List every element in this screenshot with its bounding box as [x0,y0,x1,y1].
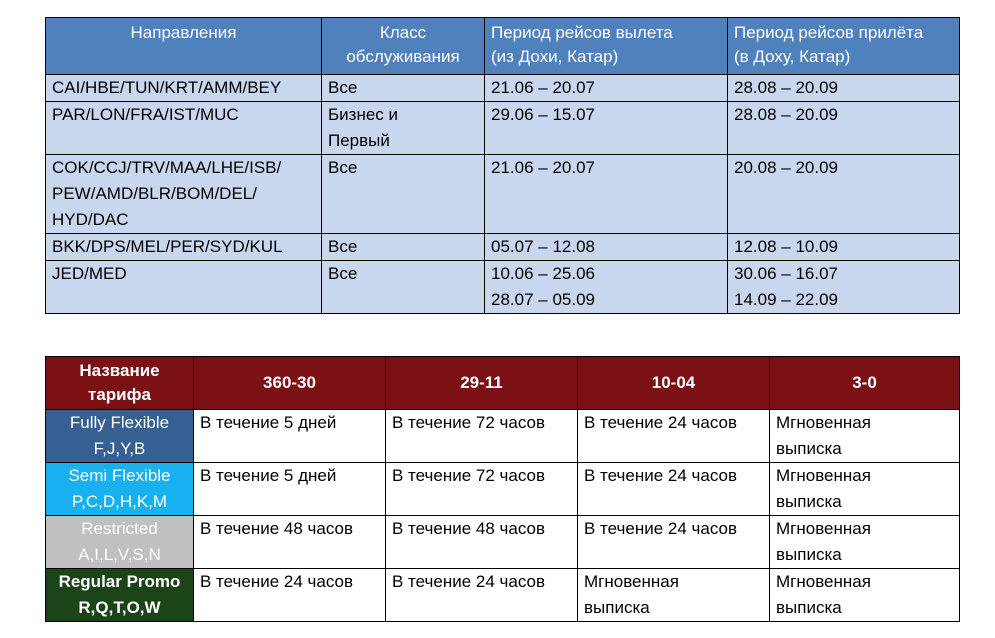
table-row [46,234,960,261]
header-directions: Направления [46,18,322,75]
departure-cell: 21.06 – 20.07 [485,75,728,102]
routes-cell: CAI/HBE/TUN/KRT/AMM/BEY [46,75,322,102]
header-departure-period: Период рейсов вылета (из Дохи, Катар) [485,18,728,75]
table-row [46,463,960,516]
table-header-row [46,18,960,75]
table-row [46,261,960,314]
class-cell: Все [322,261,485,314]
ticketing-cell: В течение 24 часов [578,516,770,569]
ticketing-cell: Мгновенная выписка [770,569,960,622]
routes-cell: BKK/DPS/MEL/PER/SYD/KUL [46,234,322,261]
ticketing-cell: В течение 72 часов [386,463,578,516]
ticketing-cell: Мгновенная выписка [770,410,960,463]
fare-name-cell: Restricted A,I,L,V,S,N [46,516,194,569]
routes-cell: JED/MED [46,261,322,314]
departure-cell: 05.07 – 12.08 [485,234,728,261]
header-service-class: Класс обслуживания [322,18,485,75]
arrival-cell: 30.06 – 16.07 14.09 – 22.09 [728,261,960,314]
ticketing-cell: Мгновенная выписка [578,569,770,622]
table-row [46,102,960,155]
arrival-cell: 28.08 – 20.09 [728,75,960,102]
class-cell: Все [322,75,485,102]
departure-cell: 29.06 – 15.07 [485,102,728,155]
header-fare-name: Название тарифа [46,357,194,410]
class-cell: Все [322,155,485,234]
fare-name-cell: Semi Flexible P,C,D,H,K,M [46,463,194,516]
arrival-cell: 20.08 – 20.09 [728,155,960,234]
ticketing-cell: В течение 72 часов [386,410,578,463]
fare-name-cell: Regular Promo R,Q,T,O,W [46,569,194,622]
ticketing-cell: В течение 24 часов [578,463,770,516]
routes-cell: PAR/LON/FRA/IST/MUC [46,102,322,155]
class-cell: Все [322,234,485,261]
arrival-cell: 28.08 – 20.09 [728,102,960,155]
flight-periods-table [45,17,960,314]
ticketing-cell: В течение 24 часов [194,569,386,622]
table-row [46,155,960,234]
routes-cell: COK/CCJ/TRV/MAA/LHE/ISB/ PEW/AMD/BLR/BOM/DEL/ HYD/DAC [46,155,322,234]
class-cell: Бизнес и Первый [322,102,485,155]
header-arrival-period: Период рейсов прилёта (в Доху, Катар) [728,18,960,75]
arrival-cell: 12.08 – 10.09 [728,234,960,261]
header-3-0: 3-0 [770,357,960,410]
table-row [46,569,960,622]
table-row [46,75,960,102]
ticketing-cell: В течение 48 часов [386,516,578,569]
fare-rules-table [45,356,960,622]
table-header-row [46,357,960,410]
fare-name-cell: Fully Flexible F,J,Y,B [46,410,194,463]
departure-cell: 21.06 – 20.07 [485,155,728,234]
table-row [46,516,960,569]
ticketing-cell: В течение 48 часов [194,516,386,569]
departure-cell: 10.06 – 25.06 28.07 – 05.09 [485,261,728,314]
ticketing-cell: В течение 5 дней [194,410,386,463]
header-10-04: 10-04 [578,357,770,410]
ticketing-cell: В течение 24 часов [578,410,770,463]
ticketing-cell: В течение 5 дней [194,463,386,516]
header-360-30: 360-30 [194,357,386,410]
ticketing-cell: Мгновенная выписка [770,516,960,569]
ticketing-cell: В течение 24 часов [386,569,578,622]
ticketing-cell: Мгновенная выписка [770,463,960,516]
header-29-11: 29-11 [386,357,578,410]
table-row [46,410,960,463]
